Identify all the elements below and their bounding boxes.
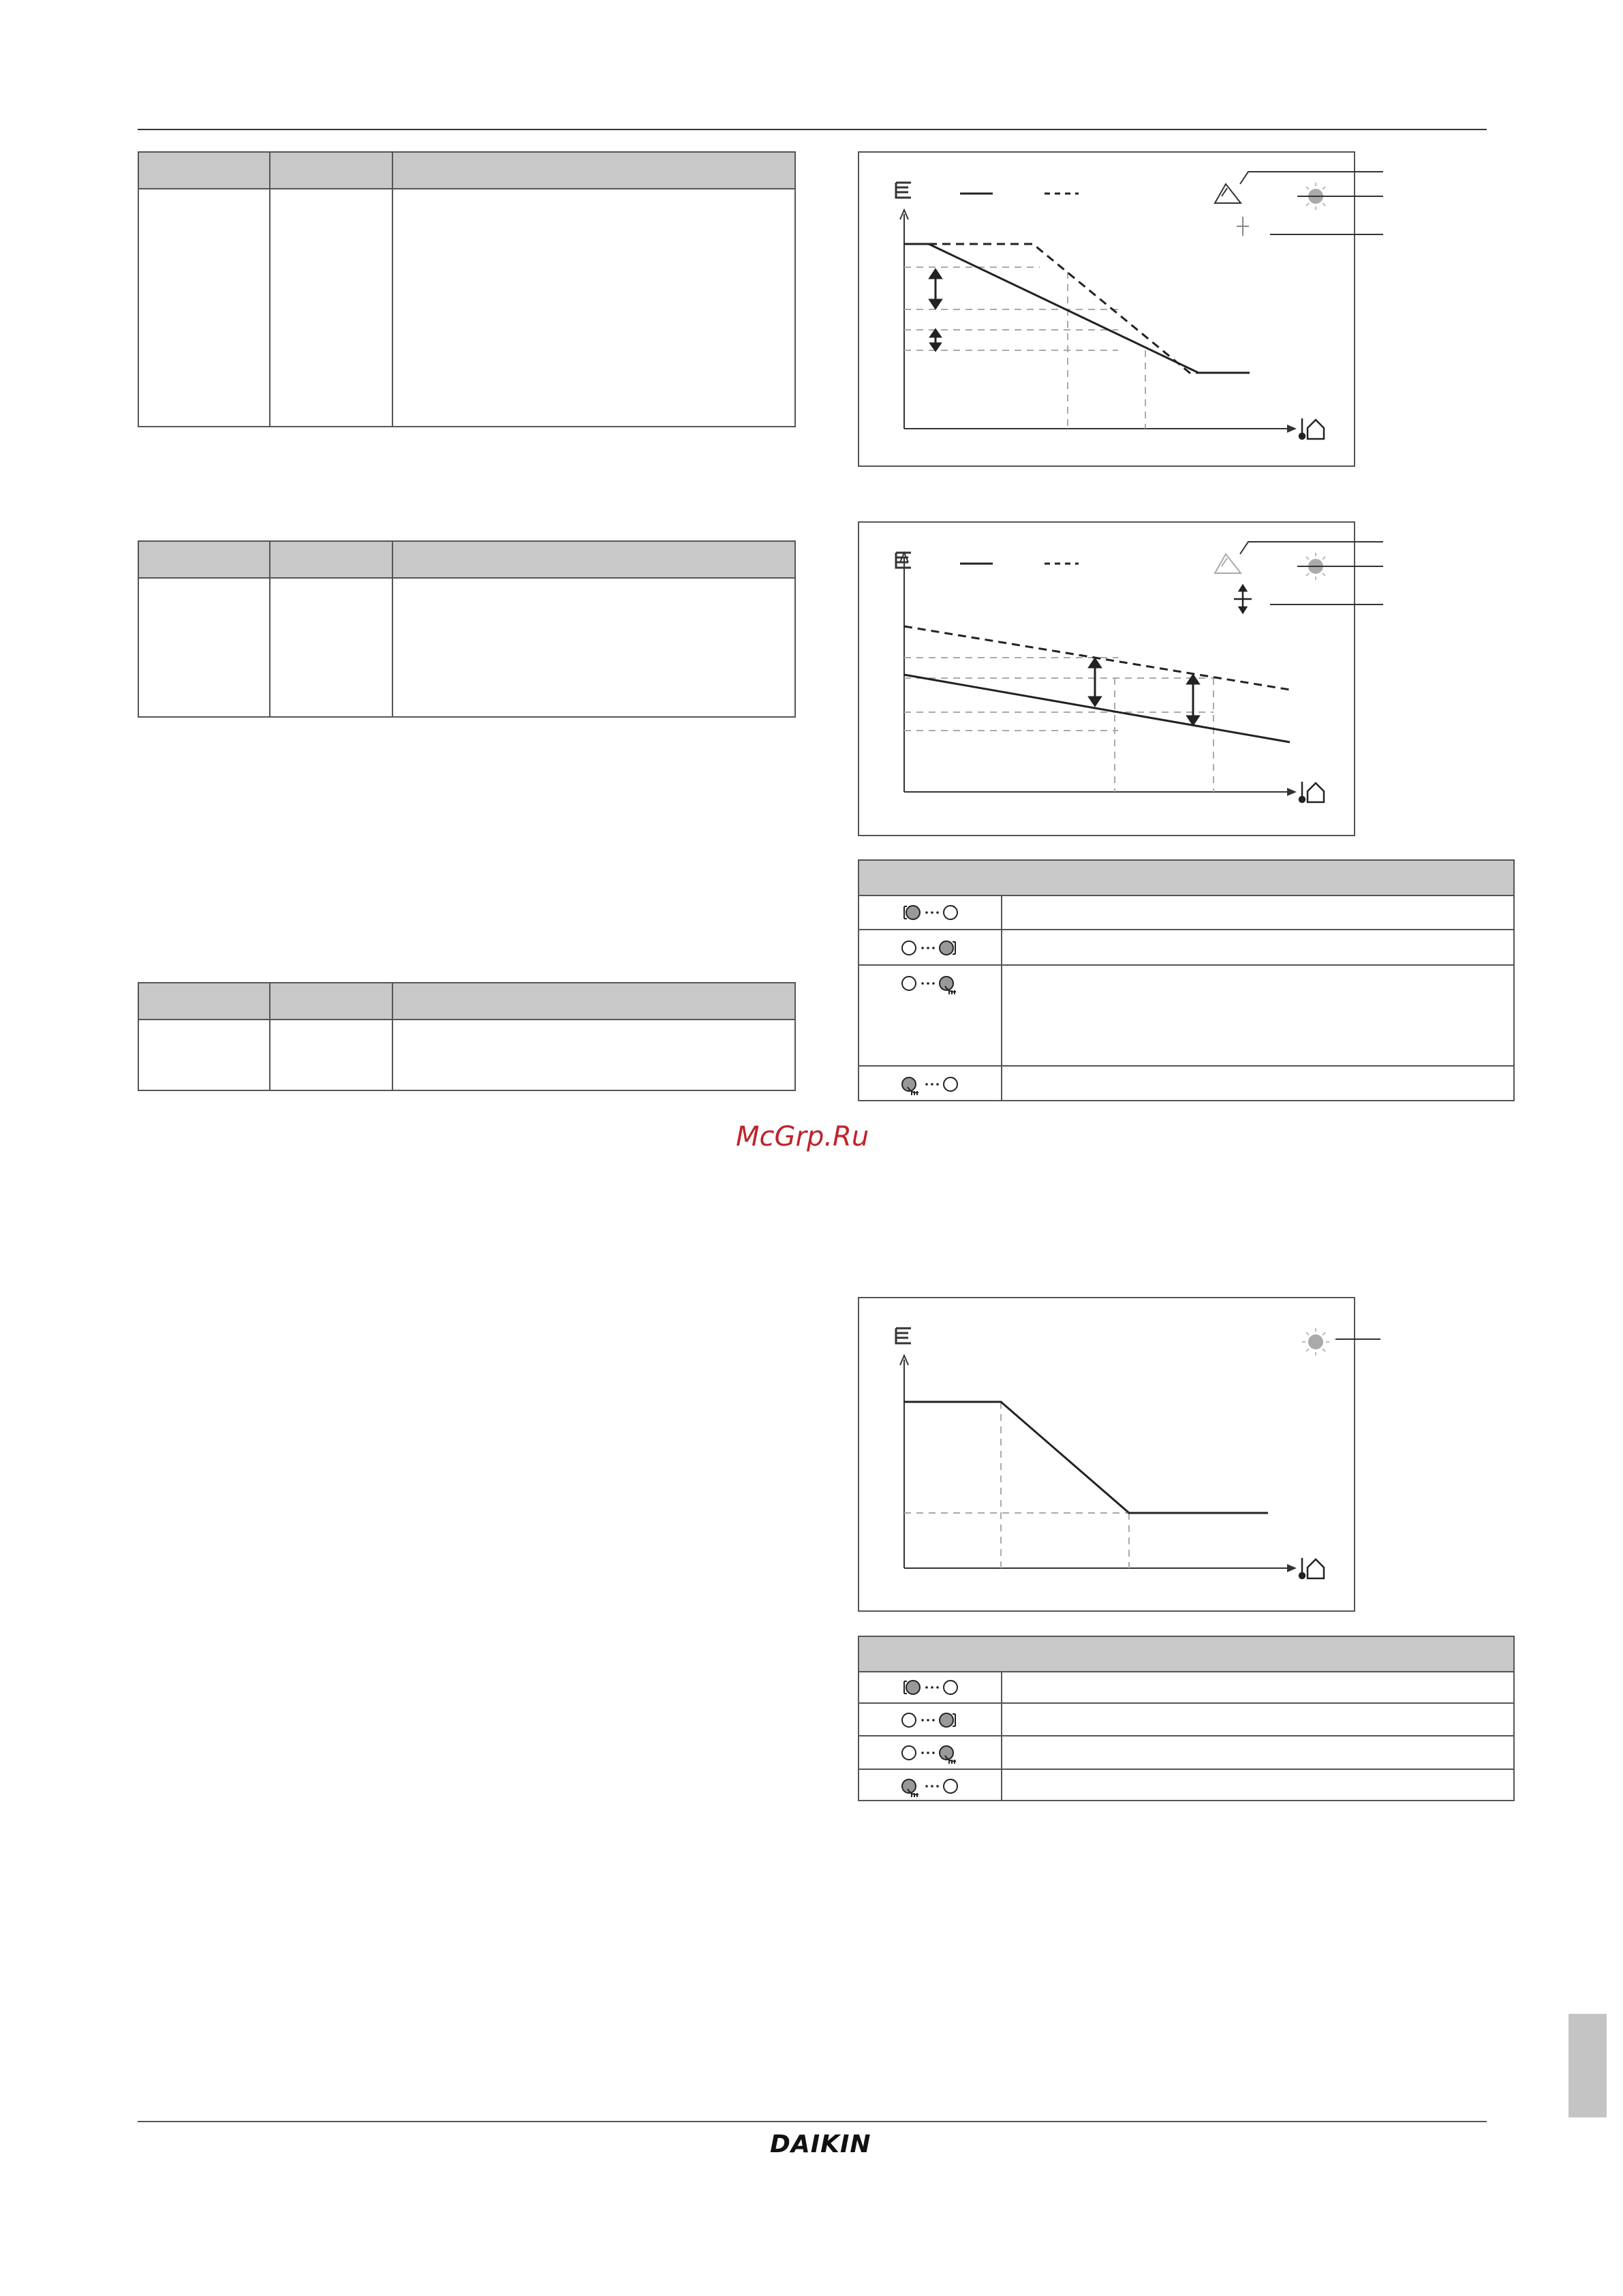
table-header bbox=[139, 542, 794, 579]
table-1 bbox=[138, 151, 796, 427]
sun-icon bbox=[1302, 1328, 1329, 1356]
legend-row bbox=[859, 1671, 1513, 1704]
callout-lines bbox=[1226, 534, 1390, 615]
shift-arrow bbox=[931, 330, 940, 350]
dial-left-press-icon bbox=[859, 1770, 1001, 1803]
heating-curve-solid bbox=[904, 244, 1250, 373]
heating-curve-solid bbox=[904, 1402, 1268, 1513]
legend-row bbox=[859, 1067, 1513, 1103]
legend-header bbox=[859, 1637, 1513, 1672]
outdoor-temperature-icon bbox=[1299, 782, 1324, 802]
dial-right-select-icon bbox=[859, 1704, 1001, 1736]
callout-lines bbox=[1226, 164, 1390, 245]
table-header bbox=[139, 983, 794, 1020]
heating-curve-dashed bbox=[929, 244, 1250, 373]
daikin-logo: DAIKIN bbox=[770, 2130, 871, 2158]
legend-row bbox=[859, 1770, 1513, 1803]
legend-header bbox=[859, 861, 1513, 896]
slope-arrow bbox=[930, 270, 941, 308]
table-2 bbox=[138, 540, 796, 718]
table-header bbox=[139, 153, 794, 189]
header-rule bbox=[138, 129, 1487, 130]
dial-right-press-icon bbox=[859, 1736, 1001, 1769]
legend-table-2 bbox=[858, 1636, 1515, 1801]
legend-row bbox=[859, 1736, 1513, 1770]
table-3 bbox=[138, 982, 796, 1091]
outdoor-temperature-icon bbox=[1299, 1558, 1324, 1578]
legend-row bbox=[859, 1704, 1513, 1736]
watermark: McGrp.Ru bbox=[736, 1121, 869, 1152]
heating-curve-solid bbox=[904, 675, 1290, 742]
heating-curve-icon bbox=[896, 1328, 911, 1343]
dial-left-press-icon bbox=[859, 1067, 1001, 1102]
shift-arrow bbox=[1089, 659, 1199, 724]
footer-rule bbox=[138, 2121, 1487, 2122]
legend-row bbox=[859, 895, 1513, 930]
section-tab bbox=[1568, 2014, 1607, 2117]
curve-figure-basic bbox=[858, 1297, 1355, 1612]
outdoor-temperature-icon bbox=[1299, 418, 1324, 439]
legend-row bbox=[859, 966, 1513, 1067]
heating-curve-dashed bbox=[904, 626, 1290, 690]
dial-left-select-icon bbox=[859, 895, 1001, 930]
legend-row bbox=[859, 930, 1513, 966]
legend-table-1 bbox=[858, 859, 1515, 1101]
dial-right-select-icon bbox=[859, 930, 1001, 966]
callout-line bbox=[1335, 1332, 1390, 1346]
dial-right-press-icon bbox=[859, 966, 1001, 1001]
dial-left-select-icon bbox=[859, 1671, 1001, 1704]
heating-curve-icon bbox=[896, 183, 911, 198]
